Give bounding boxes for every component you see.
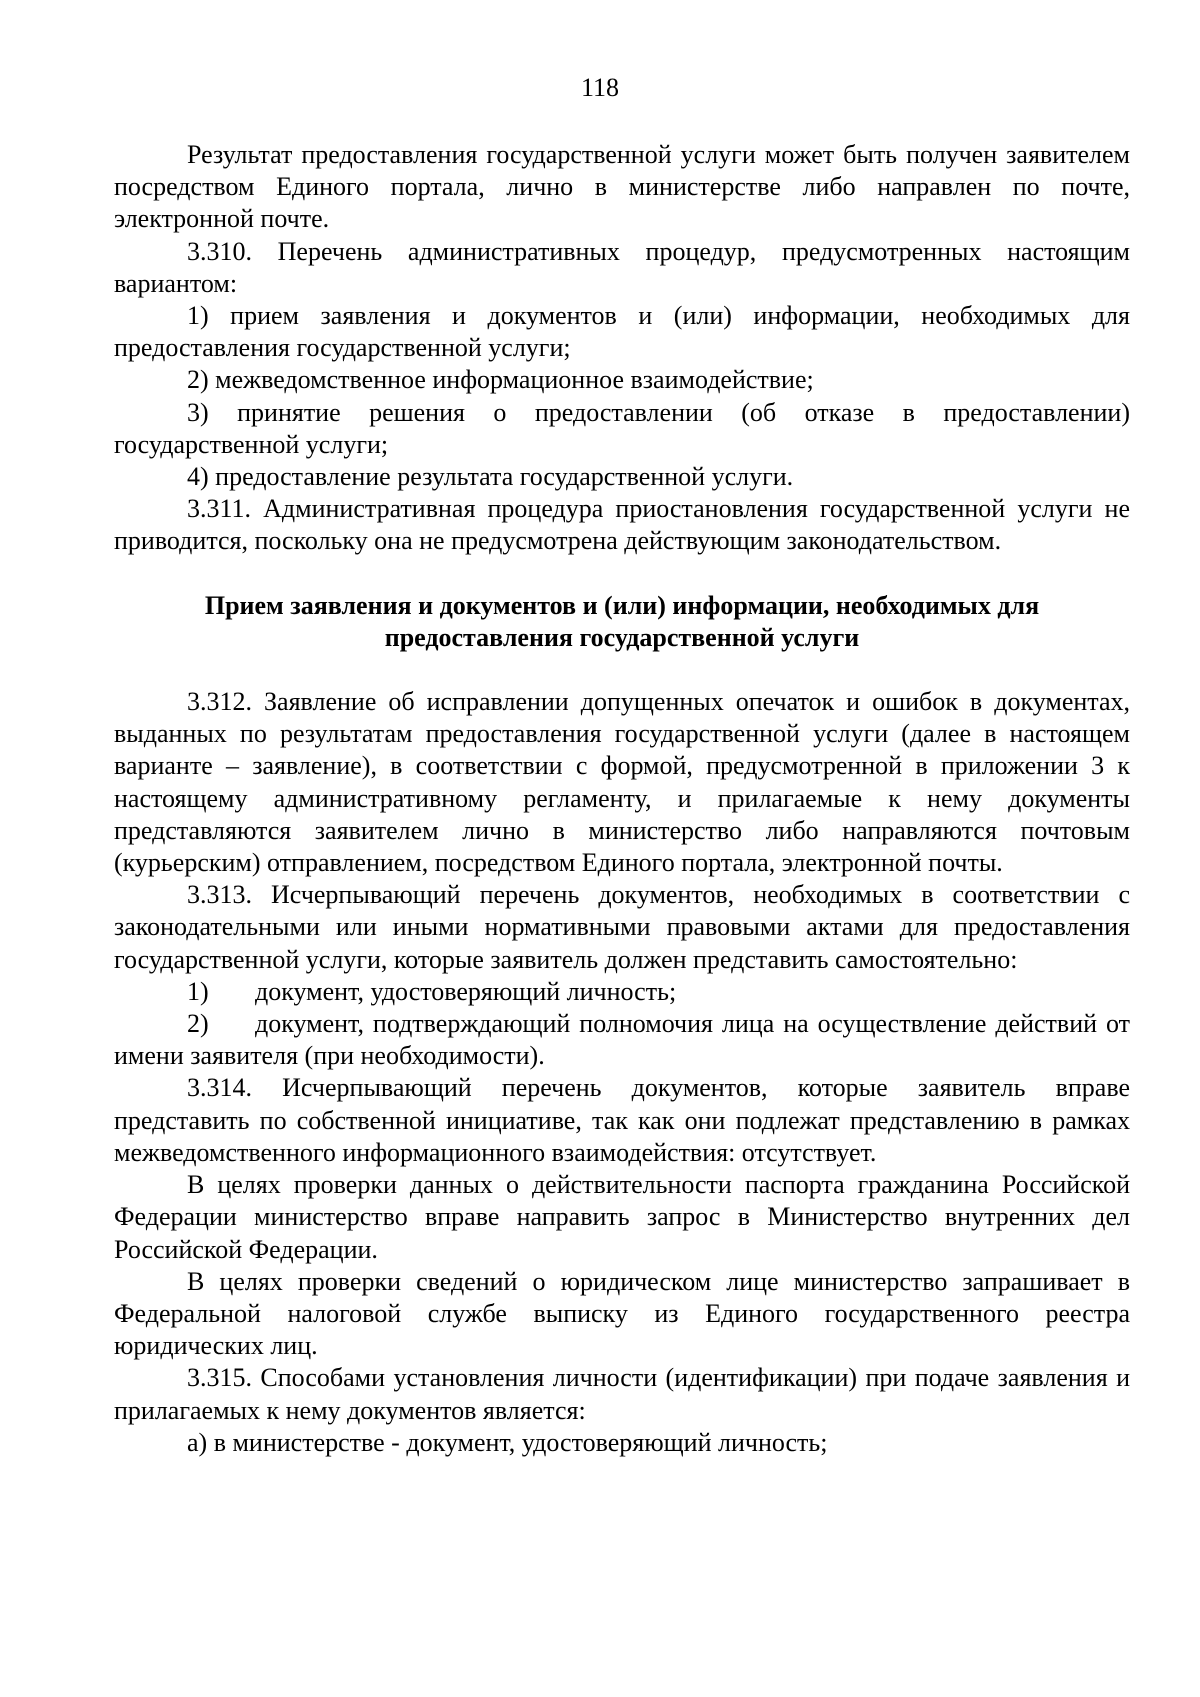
paragraph: 3.311. Административная процедура приостановления государственной услуги не приводится, поскольку она не предусмотрена действующим законодательством. [114,494,1130,556]
paragraph: 3.313. Исчерпывающий перечень документов, необходимых в соответствии с законодательными или иными нормативными правовыми актами для предоставления государственной услуги, которые заявитель должен представить самостоятельно: [114,880,1130,974]
paragraph: 4) предоставление результата государственной услуги. [187,462,794,492]
paragraph: 3.315. Способами установления личности (идентификации) при подаче заявления и прилагаемых к нему документов является: [114,1363,1130,1425]
document-body [114,139,1130,1459]
paragraph: 1) прием заявления и документов и (или) информации, необходимых для предоставления государственной услуги; [114,301,1130,363]
page-number: 118 [580,73,620,102]
list-item-number: 2) [187,1009,209,1039]
section-heading: Прием заявления и документов и (или) информации, необходимых для предоставления государственной услуги [204,590,1040,652]
paragraph: а) в министерстве - документ, удостоверяющий личность; [187,1427,828,1457]
list-item-text: документ, подтверждающий полномочия лица на осуществление действий от имени заявителя (при необходимости). [114,1009,1130,1071]
paragraph: В целях проверки сведений о юридическом лице министерство запрашивает в Федеральной налоговой службе выписку из Единого государственного реестра юридических лиц. [114,1266,1130,1361]
paragraph: 3.310. Перечень административных процедур, предусмотренных настоящим вариантом: [114,236,1130,298]
paragraph: 3) принятие решения о предоставлении (об отказе в предоставлении) государственной услуги; [114,397,1130,459]
paragraph: В целях проверки данных о действительности паспорта гражданина Российской Федерации министерство вправе направить запрос в Министерство внутренних дел Российской Федерации. [114,1170,1130,1264]
list-item-number: 1) [187,976,209,1006]
paragraph: Результат предоставления государственной услуги может быть получен заявителем посредством Единого портала, лично в министерстве либо направлен по почте, электронной почте. [114,140,1130,234]
paragraph: 3.314. Исчерпывающий перечень документов, которые заявитель вправе представить по собственной инициативе, так как они подлежат представлению в рамках межведомственного информационного взаимодействия: отсутствует. [114,1073,1130,1167]
paragraph: 2) межведомственное информационное взаимодействие; [187,365,814,395]
list-item [114,976,1130,1008]
paragraph: 3.312. Заявление об исправлении допущенных опечаток и ошибок в документах, выданных по результатам предоставления государственной услуги (далее в настоящем варианте – заявление), в соответствии с формой, предусмотренной в приложении 3 к настоящему административному регламенту, и прилагаемые к нему документы представляются заявителем лично в министерство либо направляются почтовым (курьерским) отправлением, посредством Единого портала, электронной почты. [114,687,1130,878]
list-item [114,1008,1130,1072]
list-item-text: документ, удостоверяющий личность; [255,976,677,1006]
